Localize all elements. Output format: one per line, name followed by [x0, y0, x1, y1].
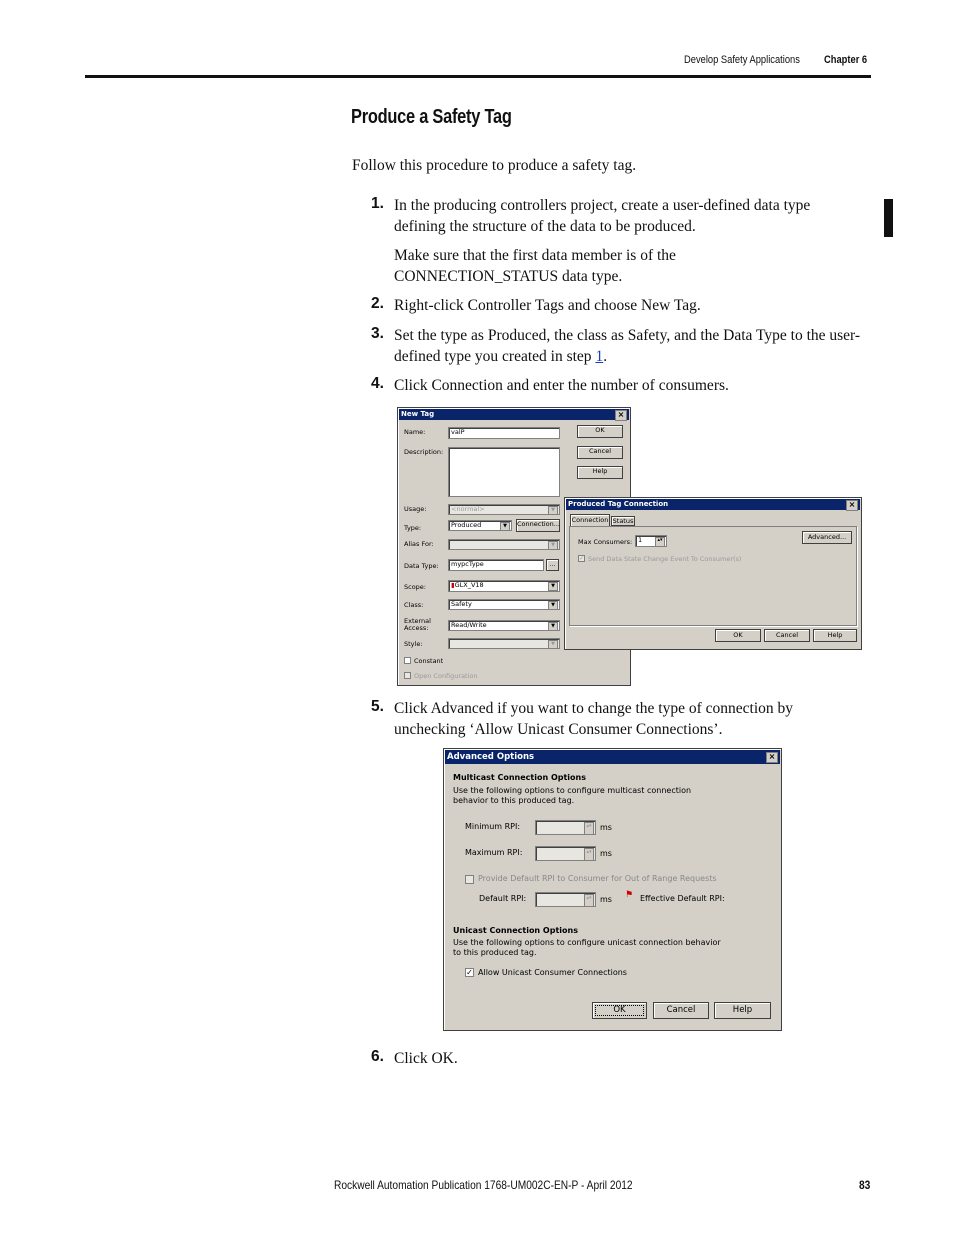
- step-number: 3.: [371, 325, 384, 342]
- step-number: 5.: [371, 698, 384, 715]
- name-field[interactable]: valP: [448, 427, 560, 439]
- page-number: 83: [859, 1178, 871, 1192]
- chevron-down-icon: ▼: [548, 582, 558, 591]
- close-icon[interactable]: ×: [615, 410, 627, 421]
- multicast-description: Use the following options to configure multicast connection behavior to this produced tag.: [453, 786, 692, 805]
- tab-status[interactable]: Status: [612, 517, 634, 525]
- scope-select[interactable]: ▮GLX_V18 ▼: [448, 580, 560, 592]
- max-consumers-label: Max Consumers:: [578, 538, 633, 546]
- footer-publication: Rockwell Automation Publication 1768-UM002C-EN-P - April 2012: [334, 1178, 633, 1192]
- allow-unicast-label: Allow Unicast Consumer Connections: [478, 968, 627, 977]
- external-access-label: External Access:: [404, 617, 431, 632]
- max-consumers-stepper[interactable]: 1 ▴▾: [635, 535, 667, 547]
- page-title: Produce a Safety Tag: [351, 106, 512, 128]
- open-config-checkbox: [404, 672, 411, 679]
- advanced-options-dialog: [443, 748, 782, 1031]
- step-text: In the producing controllers project, create a user-defined data type defining the structure of the data to be produced.: [394, 197, 811, 235]
- maximum-rpi-stepper: [535, 846, 596, 861]
- name-label: Name:: [404, 428, 426, 436]
- provide-default-rpi-checkbox: [465, 875, 474, 884]
- alias-for-select: [448, 539, 560, 550]
- style-select: [448, 638, 560, 649]
- external-access-select[interactable]: Read/Write ▼: [448, 620, 560, 631]
- running-header-section: Develop Safety Applications: [684, 54, 800, 66]
- unicast-description: Use the following options to configure unicast connection behavior to this produced tag.: [453, 938, 721, 957]
- produced-tag-connection-dialog: [564, 497, 862, 650]
- controller-icon: ▮: [451, 581, 455, 589]
- scope-label: Scope:: [404, 583, 426, 591]
- chevron-down-icon: ▼: [548, 541, 558, 550]
- step-number: 4.: [371, 375, 384, 392]
- chevron-down-icon: ▼: [548, 622, 558, 631]
- ok-button[interactable]: OK: [715, 629, 761, 642]
- ms-unit-label: ms: [600, 849, 612, 858]
- default-rpi-label: Default RPI:: [479, 894, 527, 903]
- style-label: Style:: [404, 640, 423, 648]
- advanced-button[interactable]: Advanced...: [802, 531, 852, 544]
- produced-conn-title-bar: Produced Tag Connection ×: [566, 499, 860, 510]
- header-rule: [85, 75, 871, 78]
- ok-button[interactable]: OK: [592, 1002, 647, 1019]
- constant-checkbox[interactable]: [404, 657, 411, 664]
- data-type-field[interactable]: mypcType: [448, 559, 544, 571]
- alias-for-label: Alias For:: [404, 540, 434, 548]
- step-text: Click Connection and enter the number of consumers.: [394, 377, 729, 394]
- help-button[interactable]: Help: [813, 629, 857, 642]
- help-button[interactable]: Help: [577, 466, 623, 479]
- chevron-down-icon: ▼: [548, 601, 558, 610]
- step-note: Make sure that the first data member is of the CONNECTION_STATUS data type.: [394, 247, 676, 285]
- spin-arrows-icon: ▴▾: [584, 822, 594, 835]
- flag-icon: ⚑: [625, 890, 634, 900]
- step-reference-link[interactable]: 1: [595, 348, 604, 365]
- step-number: 1.: [371, 195, 384, 212]
- close-icon[interactable]: ×: [846, 500, 858, 511]
- minimum-rpi-stepper: [535, 820, 596, 835]
- chapter-thumb-tab: [884, 199, 893, 237]
- spin-arrows-icon: ▴▾: [584, 848, 594, 861]
- provide-default-rpi-label: Provide Default RPI to Consumer for Out of Range Requests: [478, 874, 717, 883]
- step-text: Set the type as Produced, the class as Safety, and the Data Type to the user-defined type you created in step 1.: [394, 327, 861, 365]
- chevron-down-icon: ▼: [500, 522, 510, 531]
- usage-select: <normal> ▼: [448, 504, 560, 515]
- ms-unit-label: ms: [600, 823, 612, 832]
- constant-label: Constant: [414, 657, 444, 665]
- new-tag-title-bar: New Tag ×: [399, 409, 629, 420]
- maximum-rpi-label: Maximum RPI:: [465, 848, 523, 857]
- allow-unicast-checkbox[interactable]: ✓: [466, 968, 473, 977]
- close-icon[interactable]: ×: [766, 752, 778, 763]
- step-number: 6.: [371, 1048, 384, 1065]
- step-number: 2.: [371, 295, 384, 312]
- open-config-label: Open Configuration: [414, 672, 478, 680]
- spin-arrows-icon: ▴▾: [655, 537, 665, 547]
- effective-default-rpi-label: Effective Default RPI:: [640, 894, 725, 903]
- send-status-label: Send Data State Change Event To Consumer(s): [588, 555, 742, 563]
- chevron-down-icon: ▼: [548, 506, 558, 515]
- running-header-chapter: Chapter 6: [824, 54, 868, 66]
- ms-unit-label: ms: [600, 895, 612, 904]
- send-status-checkbox: ✓: [579, 555, 585, 562]
- ok-button[interactable]: OK: [577, 425, 623, 438]
- class-select[interactable]: Safety ▼: [448, 599, 560, 610]
- cancel-button[interactable]: Cancel: [653, 1002, 709, 1019]
- step-text: Click OK.: [394, 1050, 458, 1067]
- step-text: Click Advanced if you want to change the type of connection by unchecking ‘Allow Unicast Consumer Connections’.: [394, 700, 794, 738]
- description-label: Description:: [404, 448, 444, 456]
- type-label: Type:: [404, 524, 422, 532]
- advanced-title-bar: Advanced Options ×: [445, 750, 780, 764]
- data-type-label: Data Type:: [404, 562, 439, 570]
- unicast-heading: Unicast Connection Options: [453, 926, 578, 935]
- connection-button[interactable]: Connection...: [516, 519, 560, 532]
- default-rpi-stepper: [535, 892, 596, 907]
- cancel-button[interactable]: Cancel: [764, 629, 810, 642]
- multicast-heading: Multicast Connection Options: [453, 773, 586, 782]
- step-text: Right-click Controller Tags and choose New Tag.: [394, 297, 701, 314]
- tab-connection[interactable]: Connection: [571, 516, 609, 524]
- browse-button[interactable]: ...: [546, 559, 559, 571]
- minimum-rpi-label: Minimum RPI:: [465, 822, 521, 831]
- class-label: Class:: [404, 601, 424, 609]
- spin-arrows-icon: ▴▾: [584, 894, 594, 907]
- help-button[interactable]: Help: [714, 1002, 771, 1019]
- usage-label: Usage:: [404, 505, 427, 513]
- chevron-down-icon: ▼: [548, 640, 558, 649]
- description-field[interactable]: [448, 447, 560, 497]
- cancel-button[interactable]: Cancel: [577, 446, 623, 459]
- type-select[interactable]: Produced ▼: [448, 520, 512, 531]
- intro-paragraph: Follow this procedure to produce a safety tag.: [352, 157, 637, 174]
